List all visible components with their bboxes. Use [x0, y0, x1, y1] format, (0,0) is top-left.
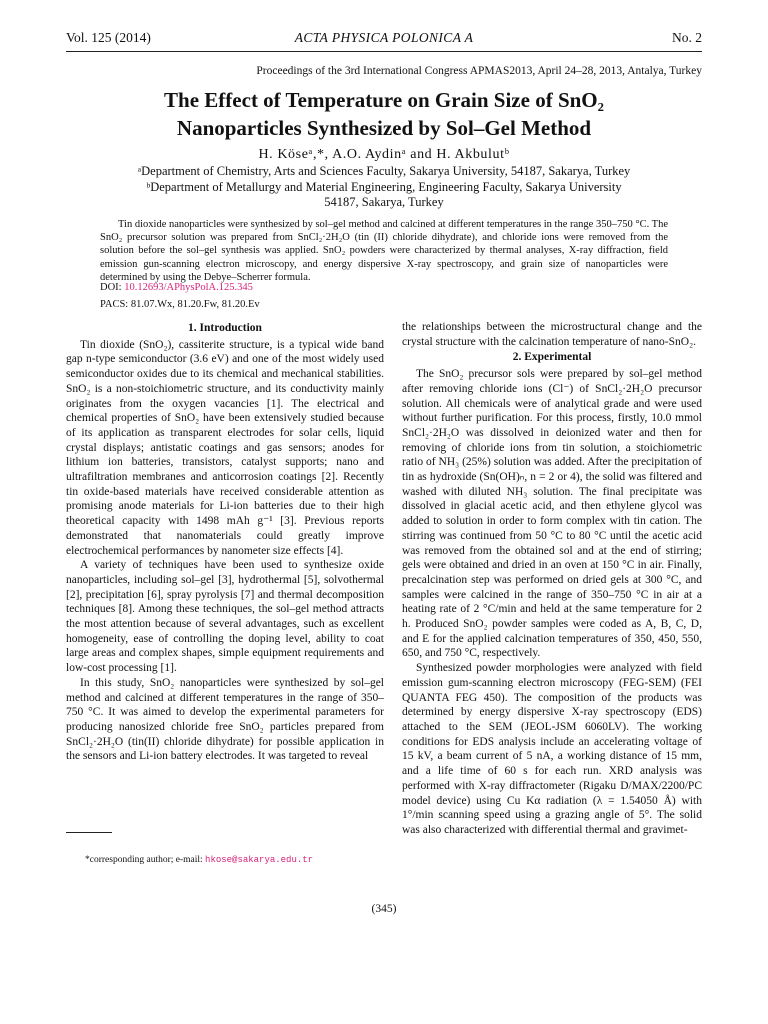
paper-title — [66, 86, 702, 142]
footnote-rule — [66, 832, 112, 833]
section-heading-introduction: 1. Introduction — [188, 322, 262, 334]
header-rule — [66, 51, 702, 52]
intro-paragraph-3: In this study, SnO₂ nanoparticles were synthesized by sol–gel method and calcined at different temperatures in the range of 350–750 °C. It was aimed to develop the experimental parameters for producing nanosized chloride free SnO₂ particles prepared from SnCl₂·2H₂O (tin(II) chloride dihydrate) for possible application in the sensors and Li-ion battery electrodes. It was targeted to reveal — [66, 676, 384, 763]
footnote — [85, 855, 313, 865]
title-line-1: The Effect of Temperature on Grain Size of SnO₂ — [164, 88, 604, 112]
intro-paragraph-2: A variety of techniques have been used to synthesize oxide nanoparticles, including sol–gel [3], hydrothermal [5], solvothermal [2], precipitation [6], spray pyrolysis [7] and thermal decomposition techniques [8]. Among these techniques, the sol–gel method attracts the most attention because of several advantages, such as excellent homogeneity, ease of controlling the doping level, ability to coat large areas and complex shapes, simple equipment requirements and low-cost processing [1]. — [66, 559, 384, 675]
author-list: H. Köseᵃ,*, A.O. Aydinᵃ and H. Akbulutᵇ — [258, 147, 510, 162]
intro-paragraph-1: Tin dioxide (SnO₂), cassiterite structure, is a typical wide band gap n-type semiconductor (3.6 eV) and one of the most widely used semiconductor oxides due to its chemical and mechanical stabilities. SnO₂ is a non-stoichiometric structure, and its conductivity mainly originates from the oxygen vacancies [1]. The electrical and chemical properties of SnO₂ have been extensively studied because of its application as transparent electrodes for solar cells, liquid crystal displays; antistatic coatings and gas sensors; anodes for lithium ion batteries, transistors, catalyst supports; nano and ultrafiltration membranes and anticorrosion coatings [2]. Recently tin oxide-based materials have received considerable attention as promising anode materials for Li-ion batteries due to their high theoretical capacity with 1498 mAh g⁻¹ [3]. Previous reports demonstrated that nanomaterials could greatly improve electrochemical performances by nanometer size effects [4]. — [66, 338, 384, 557]
title-line-2: Nanoparticles Synthesized by Sol–Gel Method — [176, 116, 592, 140]
intro-paragraph-continued: the relationships between the microstructural change and the crystal structure with the calcination temperature of nano-SnO₂. — [402, 321, 702, 348]
volume-info: Vol. 125 (2014) — [66, 30, 151, 45]
issue-number: No. 2 — [672, 30, 702, 45]
affiliation-a: ᵃDepartment of Chemistry, Arts and Sciences Faculty, Sakarya University, 54187, Sakarya, Turkey — [137, 164, 631, 178]
doi-line — [100, 282, 253, 293]
doi-link[interactable]: 10.12693/APhysPolA.125.345 — [124, 282, 253, 293]
experimental-paragraph-2: Synthesized powder morphologies were analyzed with field emission gum-scanning electron microscopy (FEG-SEM) (FEI QUANTA FEG 450). The composition of the products was determined by energy dispersive X-ray spectroscopy (EDS) attached to the SEM (JEOL-JSM 6060LV). The working conditions for EDS analysis include an accelerating voltage of 15 kV, a beam current of 5 nA, a working distance of 15 mm, and a life time of 60 s for each run. XRD analysis was performed with X-ray diffractometer (Rigaku D/MAX/2200/PC model device) using Cu Kα radiation (λ = 1.54050 Å) with 1°/min scanning speed using a grazing angle of 5°. The solid was also characterized with differential thermal and gravimet- — [402, 662, 702, 836]
journal-name: ACTA PHYSICA POLONICA A — [294, 30, 474, 45]
left-column — [66, 320, 384, 764]
affiliations — [66, 164, 702, 211]
doi-label: DOI: — [100, 282, 122, 293]
pacs-codes: PACS: 81.07.Wx, 81.20.Fw, 81.20.Ev — [100, 299, 260, 310]
section-heading-experimental: 2. Experimental — [512, 351, 592, 364]
page-number: (345) — [371, 903, 397, 915]
right-column — [402, 320, 702, 838]
footnote-text: *corresponding author; e-mail: — [85, 855, 203, 865]
author-email-link[interactable]: hkose@sakarya.edu.tr — [205, 855, 314, 865]
proceedings-line: Proceedings of the 3rd International Congress APMAS2013, April 24–28, 2013, Antalya, Turkey — [256, 65, 702, 77]
running-header — [66, 30, 702, 48]
experimental-paragraph-1: The SnO₂ precursor sols were prepared by sol–gel method after removing chloride ions (Cl⁻) of SnCl₂·2H₂O precursor solution. All chemicals were of analytical grade and were used without further purification. For this process, firstly, 10.0 mmol SnCl₂·2H₂O was dissolved in deionized water and then for removing of chloride ions from tin solution, a stoichiometric ratio of NH₃ (25%) solution was added. After the precipitation of tin as hydroxide (Sn(OH)ₙ, n = 2 or 4), the solid was filtered and washed with diluted NH₃ solution. The final precipitate was dissolved in glacial acetic acid, and then ethylene glycol was added to solution in order to form complex with tin cation. The stirring was continued from 50 °C to 80 °C until the acetic acid was removed from the obtained sol and at the end of stirring; gels were obtained and dried in an oven at 150 °C in air. Finally, precalcination step was performed on dried gels at 300 °C, and samples were calcined in the range of 350–750 °C in air at a heating rate of 2 °C/min and held at the same temperature for 2 h. Produced SnO₂ powder samples were coded as A, B, C, D, and E for the applied calcination temperatures of 350, 450, 550, 650, and 750 °C, respectively. — [402, 368, 702, 660]
affiliation-b-line2: 54187, Sakarya, Turkey — [324, 195, 444, 209]
affiliation-b-line1: ᵇDepartment of Metallurgy and Material Engineering, Engineering Faculty, Sakarya University — [146, 179, 622, 194]
abstract: Tin dioxide nanoparticles were synthesized by sol–gel method and calcined at different temperatures in the range 350–750 °C. The SnO₂ precursor solution was prepared from SnCl₂·2H₂O (tin (II) chloride dihydrate), and chloride ions were removed from the solution before the sol–gel synthesis was applied. SnO₂ powders were characterized by thermal analyses, X-ray diffraction, field emission gun-scanning electron microscopy, and energy dispersive X-ray spectroscopy, and grain size of nanoparticles were determined by using the Debye–Scherrer formula. — [100, 219, 668, 283]
